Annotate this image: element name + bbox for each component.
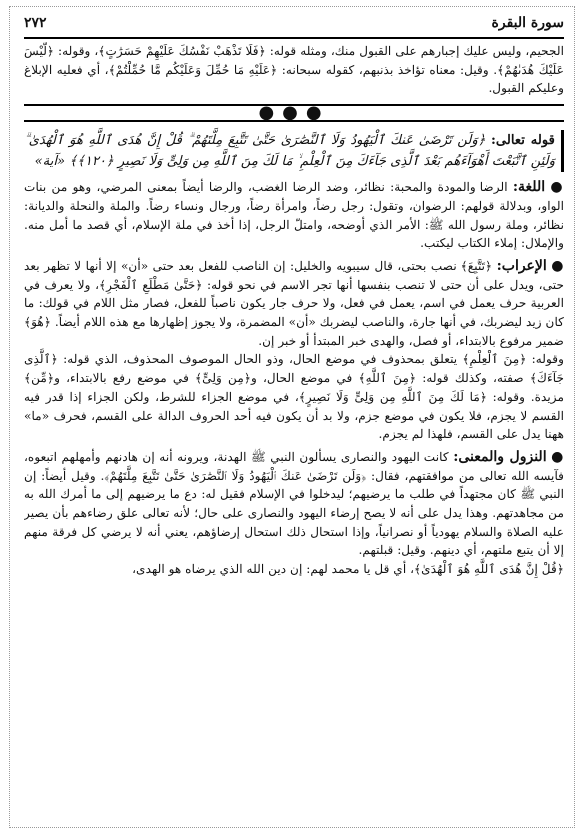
irab-text: ﴿تَتَّبِعَ﴾ نصب بحتى، قال سيبويه والخليل: إن الناصب للفعل بعد حتى «أن» إلا أنها لا تظهر بعد حتى، ويدل على أن حتى لا تنصب بنفسها أنها تجر الاسم في نحو قوله: ﴿حَتَّىٰ مَطْلَعِ ٱلْفَجْرِ﴾، ولا يعرف في العربية حرف يعمل في اسم، يعمل في فعل، ولا حرف جار يكون ناصباً للفعل، فصار مثل اللام في قولك: ما كان زيد ليضربك، في أنها جارة، والناصب ليضربك «أن» المضمرة، ولا يجوز إظهارها مع هذه اللام أيضاً. ﴿هُوَ﴾ ضمير مرفوع بالابتداء، أو فصل، والهدى خبر المبتدأ أو خبر إن. [24,258,564,348]
nuzul-last-line: ﴿قُلْ إِنَّ هُدَى ٱللَّهِ هُوَ ٱلْهُدَىٰ﴾، أي قل يا محمد لهم: إن دين الله الذي يرضاه هو الهدى، [132,562,564,577]
nuzul-text: كانت اليهود والنصارى يسألون النبي ﷺ الهدنة، ويرونه أنه إن هادنهم وأمهلهم اتبعوه، فآيسه الله تعالى من موافقتهم، فقال: ﴿وَلَن تَرْضَىٰ عَنكَ ٱلْيَهُودُ وَلَا ٱلنَّصَٰرَىٰ حَتَّىٰ تَتَّبِعَ مِلَّتَهُمْ﴾. وقيل أيضاً: إن النبي ﷺ كان مجتهداً في طلب ما يرضيهم؛ ليدخلوا في الإسلام فقيل له: دع ما يرضيهم إلى ما أمرك الله به من مجاهدتهم. وهذا يدل على أنه لا يصح إرضاء اليهود والنصارى على حال؛ لأنه تعالى علق رضاءهم بأن يصير عليه الصلاة والسلام يهودياً أو نصرانياً، وإذا استحال ذلك استحال إرضاؤهم، يعني أنه لا يرضي كل فرقة منهم إلا أن يتبع ملتهم، أي دينهم. وقيل: قبلتهم. [24,449,564,558]
lugha-title: اللغة: [512,179,546,196]
lugha-text: الرضا والمودة والمحبة: نظائر، وضد الرضا الغضب، والرضا أيضاً بمعنى المرضي، وهو من بنات الواو، وبدلالة قولهم: الرضوان، وتقول: رجل رضاً، وامرأة رضاً، ورجال ونساء رضاً. والملة والنحلة والديانة: نظائر، وملة رسول الله ﷺ: الأمر الذي أوضحه، وامتلّ الرجل، إذا أخذ في ملة الإسلام، أي قصد ما أمل منه. والإملال: إملاء الكتاب ليكتب. [24,180,564,251]
surah-title: سورة البقرة [491,15,564,31]
bullet-icon: ● [551,448,564,465]
page-header [24,15,564,37]
irab-section [24,257,564,351]
nuzul-title: النزول والمعنى: [453,448,547,465]
irab-title: الإعراب: [496,257,547,274]
verse-label: قوله تعالى: [490,133,555,149]
verse-text: ﴿وَلَن تَرْضَىٰ عَنكَ ٱلْيَهُودُ وَلَا ٱلنَّصَٰرَىٰ حَتَّىٰ تَتَّبِعَ مِلَّتَهُمْ ۗ قُلْ إِنَّ هُدَى ٱللَّهِ هُوَ ٱلْهُدَىٰ ۗ وَلَئِنِ ٱتَّبَعْتَ أَهْوَآءَهُم بَعْدَ ٱلَّذِى جَآءَكَ مِنَ ٱلْعِلْمِ ۙ مَا لَكَ مِنَ ٱللَّهِ مِن وَلِىٍّ وَلَا نَصِيرٍ ﴿١٢٠﴾﴾ «آية» [24,133,555,170]
irab-paragraph-2: وقوله: ﴿مِنَ ٱلْعِلْمِ﴾ يتعلق بمحذوف في موضع الحال، وذو الحال الموصوف المحذوف، الذي قوله: ﴿ٱلَّذِى جَآءَكَ﴾ صفته، وكذلك قوله: ﴿مِنَ ٱللَّهِ﴾ في موضع الحال، و﴿مِن وَلِىٍّ﴾ في موضع رفع بالابتداء، و﴿مِّن﴾ مزيدة. وقوله: ﴿مَا لَكَ مِنَ ٱللَّهِ مِن وَلِىٍّ وَلَا نَصِيرٍ﴾، في موضع الجزاء للشرط، ولكن الجزاء إذا قدر فيه القسم لا يجزم، فلا يكون في موضع جزم، ولا بد أن يكون فيه أحد الحروف الدالة على القسم، فحرف «ما» ههنا يدل على القسم، فلهذا لم يجزم. [24,352,564,442]
verse-block [24,130,564,172]
bullet-icon: ● [550,179,564,196]
intro-paragraph: الجحيم، وليس عليك إجبارهم على القبول منك، ومثله قوله: ﴿فَلَا تَذْهَبْ نَفْسُكَ عَلَيْهِمْ حَسَرَٰتٍ﴾، وقوله: ﴿لَّيْسَ عَلَيْكَ هُدَىٰهُمْ﴾. وقيل: معناه تؤاخذ بذنبهم، كقوله سبحانه: ﴿عَلَيْهِ مَا حُمِّلَ وَعَلَيْكُم مَّا حُمِّلْتُمْ﴾، أي فعليه الإبلاغ وعليكم القبول. [24,44,564,96]
page-content [24,42,564,826]
page-number: ٢٧٢ [24,15,47,31]
header-rule [24,37,564,39]
lugha-section [24,178,564,253]
separator-dots: ●●● [258,102,330,124]
section-separator [24,104,564,122]
nuzul-section [24,448,564,560]
bullet-icon: ● [551,257,564,274]
